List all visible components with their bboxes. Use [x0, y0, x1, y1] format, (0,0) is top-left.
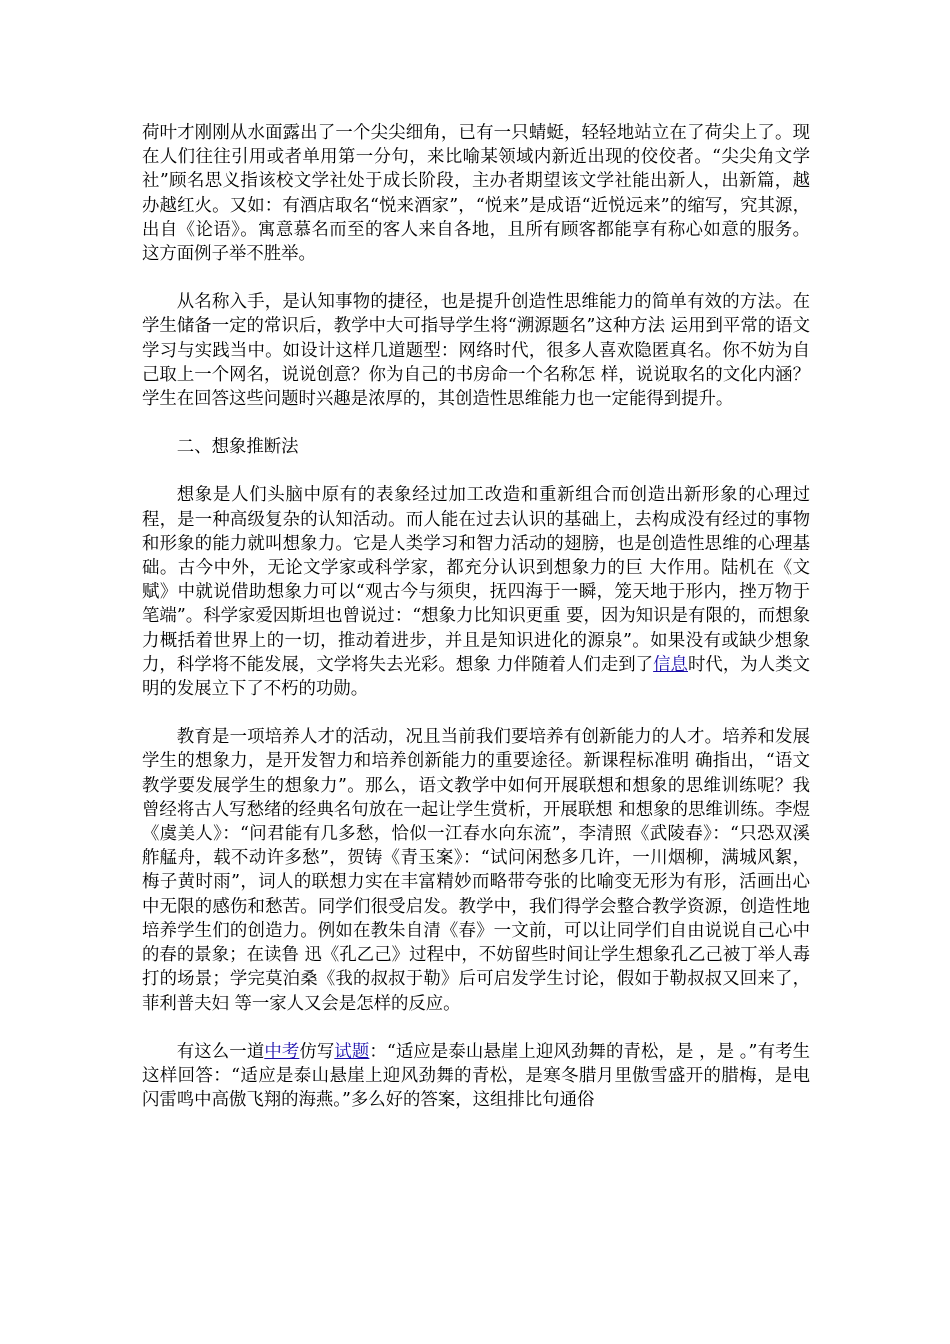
document-body: [142, 121, 810, 1136]
paragraph-3-text-b: 时代，为人类文明的发展立下了不朽的功勋。: [142, 654, 810, 700]
link-zhongkao[interactable]: 中考: [264, 1041, 300, 1062]
paragraph-5-text-a: 有这么一道: [176, 1041, 265, 1062]
paragraph-3-text-a: 想象是人们头脑中原有的表象经过加工改造和重新组合而创造出新形象的心理过程，是一种高级复杂的认知活动。而人能在过去认识的基础上，去构成没有经过的事物和形象的能力就叫想象力。它是人类学习和智力活动的翅膀，也是创造性思维的心理基础。古今中外，无论文学家或科学家，都充分认识到想象力的巨 大作用。陆机在《文赋》中就说借助想象力可以“观古今与须臾，抚四海于一瞬，笼天地于形内，挫万物于笔端”。科学家爱因斯坦也曾说过：“想象力比知识更重 要，因为知识是有限的，而想象力概括着世界上的一切，推动着进步，并且是知识进化的源泉”。如果没有或缺少想象力，科学将不能发展，文学将失去光彩。想象 力伴随着人们走到了: [142, 485, 810, 675]
paragraph-3: [142, 483, 810, 701]
paragraph-1: 荷叶才刚刚从水面露出了一个尖尖细角，已有一只蜻蜓，轻轻地站立在了荷尖上了。现在人们往往引用或者单用第一分句，来比喻某领域内新近出现的佼佼者。“尖尖角文学社”顾名思义指该校文学社处于成长阶段，主办者期望该文学社能出新人，出新篇，越办越红火。又如：有酒店取名“悦来酒家”，“悦来”是成语“近悦远来”的缩写，究其源，出自《论语》。寓意慕名而至的客人来自各地，且所有顾客都能享有称心如意的服务。这方面例子举不胜举。: [142, 123, 810, 265]
paragraph-5: [142, 1040, 810, 1113]
section-heading-2: 二、想象推断法: [176, 437, 299, 458]
paragraph-2: 从名称入手，是认知事物的捷径，也是提升创造性思维能力的简单有效的方法。在学生储备一定的常识后，教学中大可指导学生将“溯源题名”这种方法 运用到平常的语文学习与实践当中。如设计这样几道题型：网络时代，很多人喜欢隐匿真名。你不妨为自己取上一个网名，说说创意？你为自己的书房命一个名称怎 样，说说取名的文化内涵？学生在回答这些问题时兴趣是浓厚的，其创造性思维能力也一定能得到提升。: [142, 292, 810, 410]
paragraph-5-text-b: 仿写: [299, 1041, 335, 1062]
link-info[interactable]: 信息: [653, 654, 688, 675]
paragraph-4: 教育是一项培养人才的活动，况且当前我们要培养有创新能力的人才。培养和发展学生的想象力，是开发智力和培养创新能力的重要途径。新课程标准明 确指出，“语文教学要发展学生的想象力”。那么，语文教学中如何开展联想和想象的思维训练呢？我曾经将古人写愁绪的经典名句放在一起让学生赏析，开展联想 和想象的思维训练。李煜《虞美人》：“问君能有几多愁，恰似一江春水向东流”，李清照《武陵春》：“只恐双溪舴艋舟，载不动许多愁”，贺铸《青玉案》：“试问闲愁多几许，一川烟柳，满城风絮，梅子黄时雨”，词人的联想力实在丰富精妙而略带夸张的比喻变无形为有形，活画出心中无限的感伤和愁苦。同学们很受启发。教学中，我们得学会整合教学资源，创造性地培养学生们的创造力。例如在教朱自清《春》一文前，可以让同学们自由说说自己心中的春的景象；在读鲁 迅《孔乙己》过程中，不妨留些时间让学生想象孔乙己被丁举人毒打的场景；学完莫泊桑《我的叔叔于勒》后可启发学生讨论，假如于勒叔叔又回来了，菲利普夫妇 等一家人又会是怎样的反应。: [142, 727, 810, 1014]
link-shiti[interactable]: 试题: [334, 1041, 370, 1062]
paragraph-5-text-c: ：“适应是泰山悬崖上迎风劲舞的青松，是 ，是 。”有考生这样回答：“适应是泰山悬崖上迎风劲舞的青松，是寒冬腊月里傲雪盛开的腊梅，是电闪雷鸣中高傲飞翔的海燕。”多么好的答案，这组排比句通俗: [142, 1041, 810, 1111]
